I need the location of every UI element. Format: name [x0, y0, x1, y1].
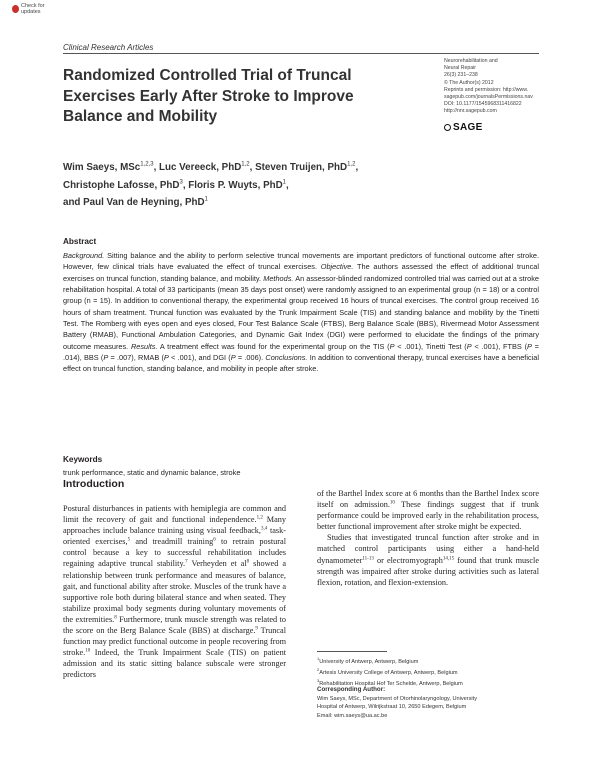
affiliation: $^2$Artesis University College of Antwerp, Antwerp, Belgium — [317, 667, 458, 677]
keywords-heading: Keywords — [63, 455, 103, 464]
article-title: Randomized Controlled Trial of Truncal Exercises Early After Stroke to Improve Balance and Mobility — [63, 67, 354, 125]
author: Wim Saeys, MSc$^{1,2,3}$, — [63, 162, 160, 174]
corresponding-author-heading: Corresponding Author: — [317, 686, 386, 693]
corresponding-email[interactable]: Email: wim.saeys@ua.ac.be — [317, 712, 388, 719]
journal-line: DOI: 10.1177/1545968311416822 — [444, 101, 522, 108]
affiliation: $^3$Rehabilitation Hospital Hof Ter Schelde, Antwerp, Belgium — [317, 678, 463, 688]
abstract-text: Background. Sitting balance and the ability to perform selective truncal movements are important predictors of functional outcome after stroke. However, few clinical trials have evaluated the effect of truncal exercises. Objective. The authors assessed the effect of additional truncal exercises on truncal function, standing balance, and mobility. Methods. An assessor-blinded randomized controlled trial was carried out at a stroke rehabilitation hospital. A total of 33 participants (mean 35 days post onset) were randomly assigned to an experimental group (n = 18) or a control group (n = 15). In addition to conventional therapy, the experimental group received 16 hours of truncal exercises. The control group received 16 hours of sham treatment. Truncal function was evaluated by the Trunk Impairment Scale (TIS) and standing balance and mobility by the Tinetti Test. The Romberg with eyes open and eyes closed, Four Test Balance Scale (FTBS), Berg Balance Scale (BBS), Rivermead Motor Assessment Battery (RMAB), Functional Ambulation Categories, and Dynamic Gait Index (DGI) were performed to elucidate the findings of the primary outcome measures. Results. A treatment effect was found for the experimental group on the TIS (P < .001), Tinetti Test (P < .001), FTBS (P = .014), BBS (P = .007), RMAB (P < .001), and DGI (P = .006). Conclusions. In addition to conventional therapy, truncal exercises have a beneficial effect on truncal function, standing balance, and mobility in people after stroke. — [63, 251, 539, 374]
journal-line: Reprints and permission: http://www. — [444, 86, 529, 93]
paragraph: Postural disturbances in patients with hemiplegia are common and limit the recovery of gait and functional independence.$^{1,2}$ Many approaches include balance training using visual feedback,$^{3,4}$ task-oriented exercises,$^5$ and treadmill training$^6$ to retrain postural control because a key to successful rehabilitation includes regaining adaptive truncal stability.$^7$ Verheyden et $al^8$ showed a relationship between trunk performance and measures of balance, gait, and functional ability after stroke. Muscles of the trunk have a supportive role both during bilateral stance and when seated. They stabilize proximal body segments during voluntary movements of the extremities.$^8$ Furthermore, trunk muscle strength was related to the score on the Berg Balance Scale (BBS) at discharge.$^9$ Truncal function may predict functional outcome in people recovering from stroke.$^{10}$ Indeed, the Trunk Impairment Scale (TIS) on patient admission and its static sitting balance subscale were stronger predictors — [63, 504, 287, 680]
keywords-text: trunk performance, static and dynamic balance, stroke — [63, 468, 241, 477]
author-list — [63, 158, 463, 210]
corresponding-line: Hospital of Antwerp, Wilrijkstraat 10, 2650 Edegem, Belgium — [317, 704, 467, 711]
update-icon — [12, 5, 19, 13]
section-label: Clinical Research Articles — [63, 43, 154, 52]
abstract-heading: Abstract — [63, 237, 97, 246]
affiliations — [317, 655, 547, 688]
author: Floris P. Wuyts, PhD$^1$, — [188, 179, 289, 191]
paragraph: Studies that investigated truncal function after stroke and in matched control participants using either a hand-held dynamometer$^{11-13}$ or electromyograph$^{14,15}$ found that trunk muscle strength was impaired after stroke during activities such as lateral flexion, rotation, and flexion-extension. — [317, 533, 539, 587]
corresponding-line: Wim Saeys, MSc, Department of Otorhinolaryngology, University — [317, 696, 477, 702]
journal-line: 26(3) 231–238 — [444, 72, 478, 79]
body-column-right — [317, 488, 539, 588]
badge-label: Check for updates — [20, 3, 45, 15]
body-column-left — [63, 503, 286, 681]
journal-url[interactable]: http://nnr.sagepub.com — [444, 108, 497, 115]
check-for-updates-badge[interactable] — [12, 3, 60, 15]
journal-line: Neurorehabilitation and — [444, 58, 498, 64]
sage-ring-icon — [444, 124, 451, 131]
author: Christophe Lafosse, PhD$^3$, — [63, 179, 189, 191]
author: Luc Vereeck, PhD$^{1,2}$, — [159, 162, 256, 174]
header-rule — [63, 53, 539, 54]
journal-line: Neural Repair — [444, 65, 477, 72]
journal-info — [444, 58, 564, 116]
footnote-rule — [317, 651, 387, 652]
journal-line: sagepub.com/journalsPermissions.nav — [444, 94, 533, 101]
publisher-name: SAGE — [453, 122, 483, 133]
journal-line: © The Author(s) 2012 — [444, 79, 494, 86]
paragraph: of the Barthel Index score at 6 months than the Barthel Index score itself on admission.$^{10}$ These findings suggest that if trunk performance could be improved early in the rehabilitation process, better functional improvement after stroke might be expected. — [317, 489, 539, 532]
corresponding-author — [317, 695, 547, 720]
author: Steven Truijen, PhD$^{1,2}$, — [255, 162, 359, 174]
introduction-heading: Introduction — [63, 478, 125, 490]
author: and Paul Van de Heyning, PhD$^1$ — [63, 196, 208, 208]
affiliation: $^1$University of Antwerp, Antwerp, Belgium — [317, 656, 419, 665]
publisher-logo — [444, 122, 483, 133]
